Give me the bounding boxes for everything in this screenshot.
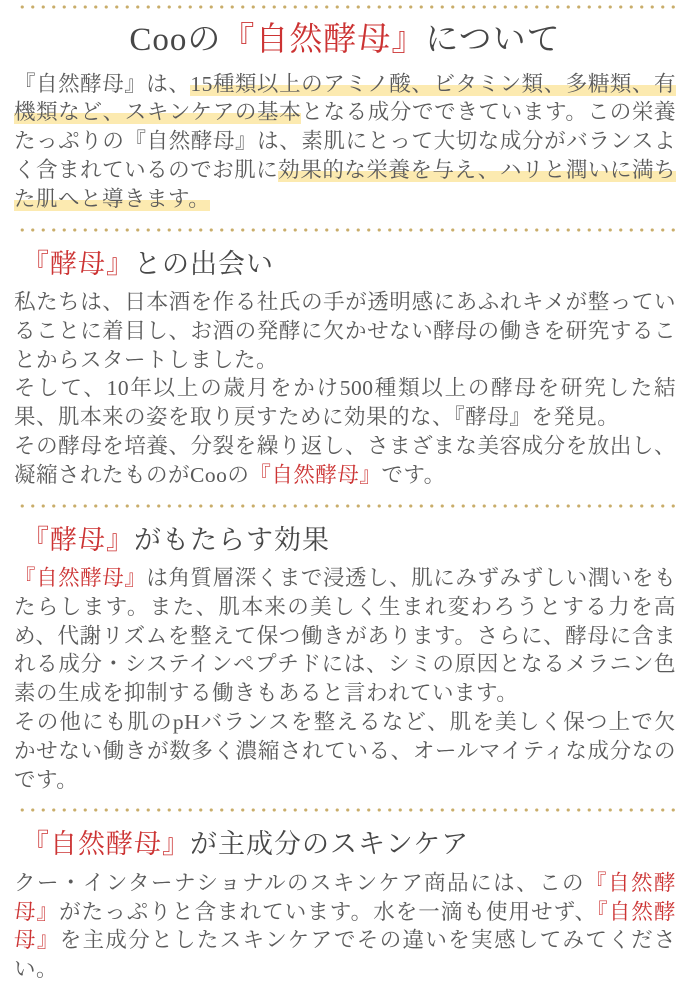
highlighted-text: 効果的な栄養を与え、ハリと潤いに満ちた肌へと導きます。: [14, 157, 676, 211]
accent-red-text: 『自然酵母』: [14, 870, 676, 924]
dotted-divider-2: [14, 503, 676, 509]
section-paragraph-yeast-effects: [14, 564, 676, 794]
intro-paragraph: [14, 70, 676, 214]
plain-text: について: [425, 22, 561, 58]
section-heading-yeast-effects: [14, 524, 676, 556]
accent-red-text: 『酵母』: [22, 248, 134, 279]
plain-text: が主成分のスキンケア: [190, 829, 470, 860]
plain-text: は角質層深くまで浸透し、肌にみずみずしい潤いをもたらします。また、肌本来の美しく生まれ変わろうとする力を高め、代謝リズムを整えて保つ働きがあります。さらに、酵母に含まれる成分・システインペプチドには、シミの原因となるメラニン色素の生成を抑制する働きもあると言われています。: [14, 565, 676, 706]
section-yeast-encounter: [14, 248, 676, 490]
accent-red-text: 『自然酵母』: [14, 899, 676, 953]
plain-text: となる成分でできています。この栄養たっぷりの『自然酵母』は、素肌にとって大切な成分がバランスよく含まれているのでお肌に: [14, 100, 676, 182]
plain-text: がもたらす効果: [134, 524, 330, 555]
plain-text: 『自然酵母』は、: [14, 71, 191, 96]
dotted-divider-1: [14, 227, 676, 233]
dotted-divider-top: [14, 4, 676, 10]
accent-red-text: 『自然酵母』: [249, 462, 382, 487]
accent-red-text: 『酵母』: [22, 524, 134, 555]
plain-text: クー・インターナショナルのスキンケア商品には、この: [14, 870, 586, 895]
page-title: [14, 21, 676, 61]
highlighted-text: 15種類以上のアミノ酸、ビタミン類、多糖類、有機類など、スキンケアの基本: [14, 71, 676, 125]
plain-text: との出会い: [134, 248, 274, 279]
plain-text: がたっぷりと含まれています。水を一滴も使用せず、: [59, 899, 598, 924]
plain-text: その他にも肌のpHバランスを整えるなど、肌を美しく保つ上で欠かせない働きが数多く濃縮されている、オールマイティな成分なのです。: [14, 709, 676, 792]
section-heading-skincare: [14, 828, 676, 860]
plain-text: です。: [381, 462, 446, 487]
plain-text: を主成分としたスキンケアでその違いを実感してみてください。: [14, 928, 676, 982]
plain-text: そして、10年以上の歳月をかけ500種類以上の酵母を研究した結果、肌本来の姿を取り戻すために効果的な、『酵母』を発見。: [14, 376, 676, 430]
plain-text: その酵母を培養、分裂を繰り返し、さまざまな美容成分を放出し、凝縮されたものがCooの: [14, 433, 676, 487]
accent-red-text: 『自然酵母』: [14, 565, 147, 590]
section-skincare-main-ingredient: [14, 828, 676, 984]
accent-red-text: 『自然酵母』: [221, 22, 426, 58]
dotted-divider-3: [14, 807, 676, 813]
section-paragraph-skincare: [14, 869, 676, 984]
plain-text: 私たちは、日本酒を作る社氏の手が透明感にあふれキメが整っていることに着目し、お酒の発酵に欠かせない酵母の働きを研究することからスタートしました。: [14, 289, 676, 372]
section-yeast-effects: [14, 524, 676, 795]
section-paragraph-yeast-encounter: [14, 288, 676, 490]
section-heading-yeast-encounter: [14, 248, 676, 280]
plain-text: Cooの: [129, 22, 222, 58]
accent-red-text: 『自然酵母』: [22, 829, 190, 860]
